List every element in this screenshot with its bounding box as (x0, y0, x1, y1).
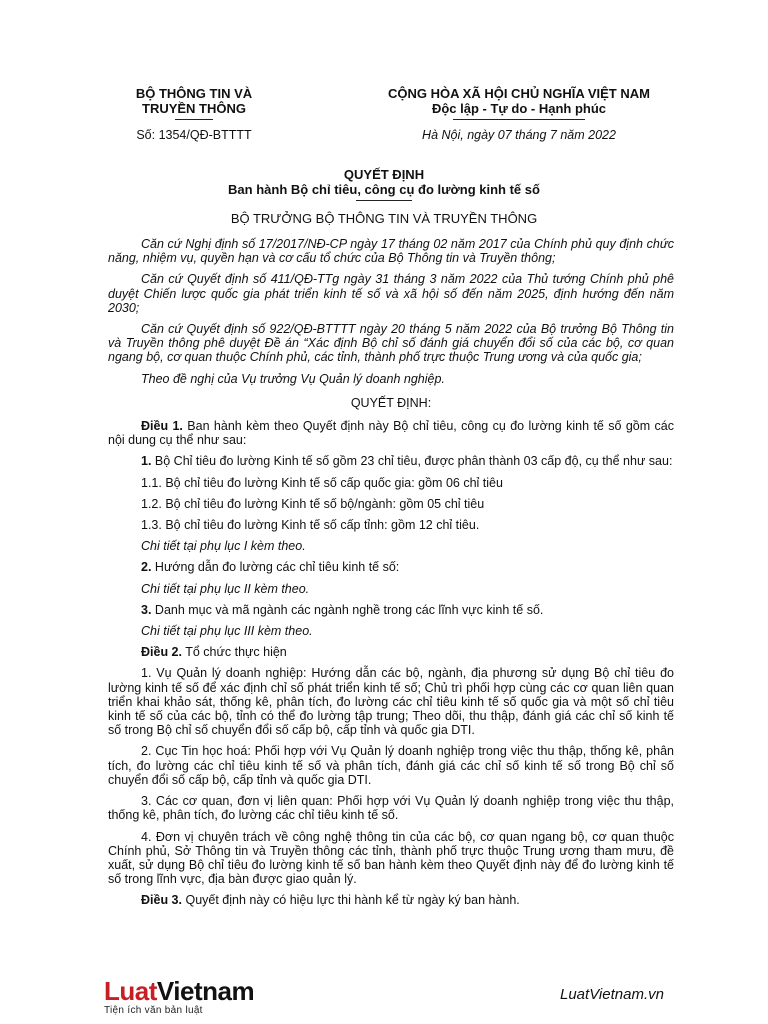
article-1-item-2 (108, 560, 674, 574)
article-2-clause-4: 4. Đơn vị chuyên trách về công nghệ thông tin của các bộ, cơ quan ngang bộ, cơ quan thuộc Chính phủ, Sở Thông tin và Truyền thông các tỉnh, thành phố trực thuộc Trung ương tham mưu, đề xuất, sử dụng Bộ chỉ tiêu đo lường kinh tế số ban hành kèm theo Quyết định này để đo lường kinh tế số trong lĩnh vực, địa bàn được giao quản lý. (108, 829, 674, 887)
article-2-clause-2: 2. Cục Tin học hoá: Phối hợp với Vụ Quản lý doanh nghiệp trong việc thu thập, thống kê, phân tích, đo lường các chỉ tiêu kinh tế số và phân tích, đánh giá các chỉ số kinh tế số trong Bộ chỉ số chuyển đổi số cấp bộ, cấp tỉnh và quốc gia DTI. (108, 744, 674, 787)
logo-wordmark-part-1: Luat (104, 976, 157, 1006)
luatvietnam-logo[interactable] (104, 978, 254, 1016)
document-body (108, 237, 674, 915)
article-2-clause-1: 1. Vụ Quản lý doanh nghiệp: Hướng dẫn các bộ, ngành, địa phương sử dụng Bộ chỉ tiêu đo lường kinh tế số để xác định chỉ số phát triển kinh tế số; Chủ trì phối hợp cùng các cơ quan liên quan triển khai khảo sát, thống kê, phân tích, đo lường các chỉ tiêu kinh tế số quốc gia và một số chỉ tiêu kinh tế số của các bộ, tỉnh có thể đo lường tập trung; Theo dõi, thu thập, đánh giá các chỉ số kinh tế số trong Bộ chỉ số chuyển đổi số cấp bộ, cấp tỉnh và quốc gia DTI. (108, 666, 674, 738)
appendix-3-note: Chi tiết tại phụ lục III kèm theo. (141, 624, 313, 639)
agency-line-1: BỘ THÔNG TIN VÀ (135, 86, 253, 101)
decision-title (120, 167, 648, 201)
article-1-item-1 (108, 454, 674, 468)
place-date: Hà Nội, ngày 07 tháng 7 năm 2022 (422, 128, 616, 142)
logo-wordmark-part-2: Vietnam (156, 976, 255, 1006)
sub-item-1-2: 1.2. Bộ chỉ tiêu đo lường Kinh tế số bộ/ngành: gồm 05 chỉ tiêu (141, 496, 485, 511)
preamble-2: Căn cứ Quyết định số 411/QĐ-TTg ngày 31 tháng 3 năm 2022 của Thủ tướng Chính phủ phê duyệt Chiến lược quốc gia phát triển kinh tế số và xã hội số đến năm 2025, định hướng đến năm 2030; (108, 272, 674, 315)
article-1 (108, 419, 674, 447)
agency-line-2: TRUYỀN THÔNG (142, 101, 246, 116)
logo-tagline: Tiện ích văn bản luật (104, 1005, 203, 1016)
article-3-label: Điều 3. (141, 893, 182, 908)
sub-item-1-1: 1.1. Bộ chỉ tiêu đo lường Kinh tế số cấp quốc gia: gồm 06 chỉ tiêu (141, 475, 503, 490)
article-2 (108, 645, 674, 659)
item-1-number: 1. (141, 454, 152, 469)
article-1-item-3 (108, 603, 674, 617)
decision-heading: QUYẾT ĐỊNH (343, 167, 425, 182)
issuing-agency (108, 86, 280, 120)
appendix-2-note: Chi tiết tại phụ lục II kèm theo. (141, 581, 310, 596)
article-1-text: Ban hành kèm theo Quyết định này Bộ chỉ tiêu, công cụ đo lường kinh tế số gồm các nội dung cụ thể như sau: (108, 419, 674, 448)
national-header (328, 86, 710, 120)
nation-line-1: CỘNG HÒA XÃ HỘI CHỦ NGHĨA VIỆT NAM (388, 86, 650, 101)
nation-motto: Độc lập - Tự do - Hạnh phúc (431, 101, 607, 116)
item-1-text: Bộ Chỉ tiêu đo lường Kinh tế số gồm 23 chỉ tiêu, được phân thành 03 cấp độ, cụ thể như sau: (151, 454, 673, 469)
item-3-text: Danh mục và mã ngành các ngành nghề trong các lĩnh vực kinh tế số. (151, 602, 544, 617)
article-3 (108, 893, 674, 907)
item-3-number: 3. (141, 602, 152, 617)
issuing-authority: BỘ TRƯỞNG BỘ THÔNG TIN VÀ TRUYỀN THÔNG (230, 211, 538, 226)
article-2-label: Điều 2. (141, 645, 182, 660)
preamble-3: Căn cứ Quyết định số 922/QĐ-BTTTT ngày 20 tháng 5 năm 2022 của Bộ trưởng Bộ Thông tin và Truyền thông phê duyệt Đề án “Xác định Bộ chỉ số đánh giá chuyển đổi số của các bộ, cơ quan ngang bộ, cơ quan thuộc Chính phủ, các tỉnh, thành phố trực thuộc Trung ương và của quốc gia; (108, 322, 674, 365)
motto-underline (453, 119, 585, 120)
item-2-number: 2. (141, 560, 152, 575)
logo-wordmark (104, 978, 254, 1004)
article-2-text: Tổ chức thực hiện (182, 645, 287, 660)
item-2-text: Hướng dẫn đo lường các chỉ tiêu kinh tế số: (151, 560, 400, 575)
decides-heading: QUYẾT ĐỊNH: (350, 395, 432, 410)
decision-subject: Ban hành Bộ chỉ tiêu, công cụ đo lường kinh tế số (228, 182, 540, 197)
appendix-1-note: Chi tiết tại phụ lục I kèm theo. (141, 539, 306, 554)
sub-item-1-3: 1.3. Bộ chỉ tiêu đo lường Kinh tế số cấp tỉnh: gồm 12 chỉ tiêu. (141, 518, 480, 533)
preamble-1: Căn cứ Nghị định số 17/2017/NĐ-CP ngày 17 tháng 02 năm 2017 của Chính phủ quy định chức năng, nhiệm vụ, quyền hạn và cơ cấu tổ chức của Bộ Thông tin và Truyền thông; (108, 237, 674, 266)
site-url-link[interactable]: LuatVietnam.vn (560, 986, 664, 1003)
document-number: Số: 1354/QĐ-BTTTT (136, 128, 252, 142)
agency-underline (175, 119, 213, 120)
article-3-text: Quyết định này có hiệu lực thi hành kể từ ngày ký ban hành. (182, 893, 520, 908)
preamble-4: Theo đề nghị của Vụ trưởng Vụ Quản lý doanh nghiệp. (141, 371, 445, 386)
article-1-label: Điều 1. (141, 419, 183, 434)
article-2-clause-3: 3. Các cơ quan, đơn vị liên quan: Phối hợp với Vụ Quản lý doanh nghiệp trong việc thu thập, thống kê, phân tích, đo lường các chỉ tiêu kinh tế số. (108, 794, 674, 823)
title-underline (356, 200, 412, 201)
